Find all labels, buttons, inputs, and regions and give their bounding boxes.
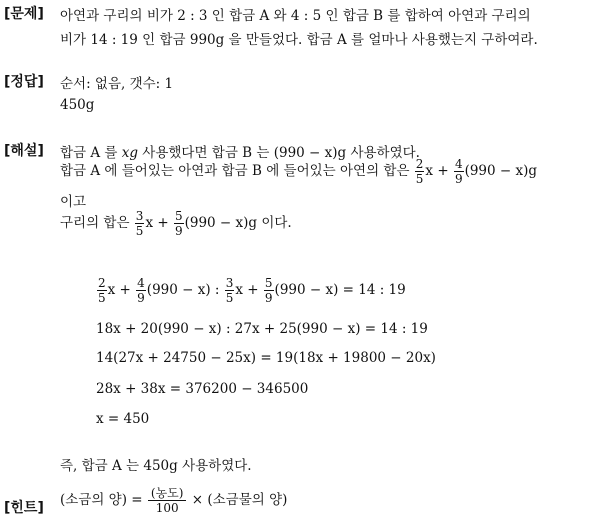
solution-line-1-text-b: 사용했다면 합금 B 는 (990 − x)g 사용하였다. [138,145,420,161]
fraction-numerator: 4 [137,276,145,290]
fraction-denominator: 9 [174,224,183,238]
fraction-numerator: 5 [174,209,183,223]
equation-1-part-b: (990 − x) : [146,282,220,298]
equation-2: 18x + 20(990 − x) : 27x + 25(990 − x) = 14 : 19 [96,321,428,337]
fraction-numerator: 2 [415,157,424,171]
hint-fraction [148,486,187,515]
answer-line-2: 450g [60,97,95,113]
fraction-2-5 [415,157,425,186]
hint-left: (소금의 양) = [60,492,143,508]
solution-variable: xg [121,145,139,161]
solution-line-3: 이고 [60,194,87,210]
fraction-denominator: 5 [135,224,144,238]
solution-line-4-text: 구리의 합은 [60,215,130,231]
equation-3: 14(27x + 24750 − 25x) = 19(18x + 19800 − 20x) [96,350,436,366]
fraction-2-5 [97,276,107,305]
fraction-5-9 [174,209,184,238]
answer-label: [정답] [4,74,44,90]
hint-right: × (소금물의 양) [191,492,288,508]
fraction-3-5 [225,276,235,305]
hint-fraction-denominator: 100 [155,501,179,515]
fraction-4-9 [454,157,464,186]
fraction-numerator: 5 [264,276,273,290]
equation-1-part-a: x + [107,282,131,298]
fraction-numerator: 2 [98,276,106,290]
hint-label: [힌트] [4,500,44,516]
solution-line-4-plus: x + [145,215,169,231]
solution-line-2-text: 합금 A 에 들어있는 아연과 합금 B 에 들어있는 아연의 합은 [60,163,410,179]
problem-line-2: 비가 14 : 19 인 합금 990g 을 만들었다. 합금 A 를 얼마나 사용했는지 구하여라. [60,32,538,48]
solution-line-2 [60,157,537,186]
fraction-denominator: 5 [225,291,234,305]
solution-line-4 [60,209,292,238]
fraction-3-5 [135,209,145,238]
equation-4: 28x + 38x = 376200 − 346500 [96,381,309,397]
equation-1-part-d: (990 − x) = 14 : 19 [274,282,406,298]
solution-line-2-tail: (990 − x)g [464,163,538,179]
hint-formula [60,486,287,515]
problem-label: [문제] [4,6,44,22]
solution-label: [해설] [4,143,44,159]
problem-line-1: 아연과 구리의 비가 2 : 3 인 합금 A 와 4 : 5 인 합금 B 를 합하여 아연과 구리의 [60,8,531,24]
solution-conclusion: 즉, 합금 A 는 450g 사용하였다. [60,458,252,474]
fraction-denominator: 9 [264,291,273,305]
fraction-denominator: 5 [415,172,424,186]
answer-line-1: 순서: 없음, 갯수: 1 [60,76,174,92]
fraction-numerator: 3 [225,276,234,290]
solution-line-1-text-a: 합금 A 를 [60,145,122,161]
hint-fraction-numerator: (농도) [148,486,187,501]
fraction-5-9 [264,276,274,305]
fraction-numerator: 4 [454,157,463,171]
solution-line-4-tail: (990 − x)g 이다. [184,215,292,231]
fraction-numerator: 3 [135,209,144,223]
equation-1-part-c: x + [235,282,259,298]
equation-1 [96,276,406,305]
fraction-denominator: 9 [137,291,145,305]
fraction-denominator: 9 [454,172,463,186]
fraction-denominator: 5 [98,291,106,305]
solution-line-2-plus: x + [425,163,449,179]
fraction-4-9 [136,276,146,305]
equation-5: x = 450 [96,411,150,427]
